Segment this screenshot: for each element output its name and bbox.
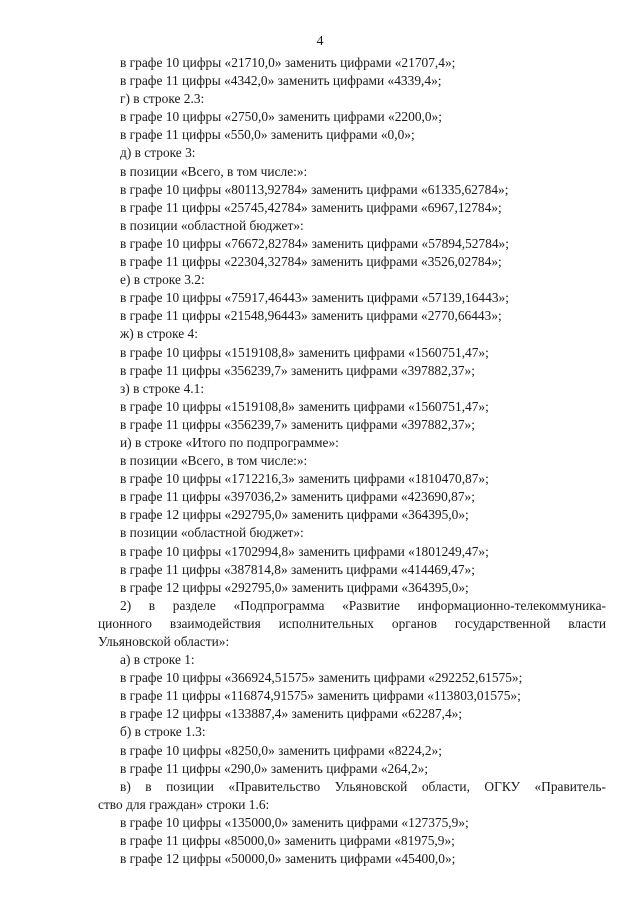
text-line: в графе 12 цифры «292795,0» заменить цифрами «364395,0»; — [120, 579, 469, 595]
text-line: в графе 10 цифры «75917,46443» заменить цифрами «57139,16443»; — [120, 290, 509, 306]
text-line: в позиции «Всего, в том числе:»: — [120, 453, 308, 469]
text-line: в графе 11 цифры «4342,0» заменить цифрами «4339,4»; — [120, 73, 442, 89]
text-line: в графе 11 цифры «290,0» заменить цифрами «264,2»; — [120, 760, 429, 776]
text-line: в позиции «областной бюджет»: — [120, 525, 304, 541]
text-line: б) в строке 1.3: — [120, 724, 206, 740]
text-line: в позиции «областной бюджет»: — [120, 217, 304, 233]
text-line: в графе 11 цифры «22304,32784» заменить цифрами «3526,02784»; — [120, 254, 502, 270]
text-line: а) в строке 1: — [120, 652, 195, 668]
text-line: ство для граждан» строки 1.6: — [98, 796, 270, 812]
text-line: 2) в разделе «Подпрограмма «Развитие информационно-телекоммуника- — [120, 597, 606, 613]
text-line: в графе 10 цифры «8250,0» заменить цифрами «8224,2»; — [120, 742, 442, 758]
document-body — [98, 54, 606, 868]
text-line: в графе 11 цифры «356239,7» заменить цифрами «397882,37»; — [120, 362, 475, 378]
page-number: 4 — [316, 34, 324, 49]
text-line: в графе 10 цифры «1712216,3» заменить цифрами «1810470,87»; — [120, 471, 489, 487]
text-line: ционного взаимодействия исполнительных органов государственной власти — [98, 615, 606, 631]
text-line: д) в строке 3: — [120, 145, 196, 161]
text-line: в графе 11 цифры «25745,42784» заменить цифрами «6967,12784»; — [120, 199, 502, 215]
text-line: в позиции «Всего, в том числе:»: — [120, 163, 308, 179]
text-line: в графе 10 цифры «1519108,8» заменить цифрами «1560751,47»; — [120, 398, 489, 414]
text-line: в графе 10 цифры «366924,51575» заменить цифрами «292252,61575»; — [120, 670, 523, 686]
text-line: Ульяновской области»: — [98, 634, 230, 649]
text-line: в графе 10 цифры «21710,0» заменить цифрами «21707,4»; — [120, 55, 456, 70]
text-line: в графе 11 цифры «85000,0» заменить цифрами «81975,9»; — [120, 833, 455, 849]
text-line: в графе 10 цифры «76672,82784» заменить цифрами «57894,52784»; — [120, 235, 509, 251]
text-line: в графе 12 цифры «133887,4» заменить цифрами «62287,4»; — [120, 706, 463, 722]
text-line: в графе 10 цифры «2750,0» заменить цифрами «2200,0»; — [120, 109, 442, 125]
text-line: г) в строке 2.3: — [120, 91, 205, 107]
text-line: в графе 10 цифры «80113,92784» заменить цифрами «61335,62784»; — [120, 181, 509, 197]
text-line: в графе 11 цифры «356239,7» заменить цифрами «397882,37»; — [120, 416, 475, 432]
text-line: в графе 11 цифры «397036,2» заменить цифрами «423690,87»; — [120, 489, 475, 505]
text-line: з) в строке 4.1: — [120, 380, 205, 396]
text-line: ж) в строке 4: — [120, 326, 198, 342]
text-line: в графе 12 цифры «292795,0» заменить цифрами «364395,0»; — [120, 507, 469, 523]
text-line: в графе 11 цифры «550,0» заменить цифрами «0,0»; — [120, 127, 415, 143]
text-line: в графе 11 цифры «21548,96443» заменить цифрами «2770,66443»; — [120, 308, 502, 324]
text-line: в графе 10 цифры «1519108,8» заменить цифрами «1560751,47»; — [120, 344, 489, 360]
text-line: в графе 11 цифры «387814,8» заменить цифрами «414469,47»; — [120, 561, 475, 577]
text-line: в) в позиции «Правительство Ульяновской области, ОГКУ «Правитель- — [120, 778, 606, 794]
text-line: в графе 10 цифры «1702994,8» заменить цифрами «1801249,47»; — [120, 543, 489, 559]
text-line: е) в строке 3.2: — [120, 272, 205, 288]
text-line: и) в строке «Итого по подпрограмме»: — [120, 434, 339, 450]
text-line: в графе 10 цифры «135000,0» заменить цифрами «127375,9»; — [120, 814, 469, 830]
text-line: в графе 11 цифры «116874,91575» заменить цифрами «113803,01575»; — [120, 688, 521, 704]
text-line: в графе 12 цифры «50000,0» заменить цифрами «45400,0»; — [120, 851, 456, 867]
